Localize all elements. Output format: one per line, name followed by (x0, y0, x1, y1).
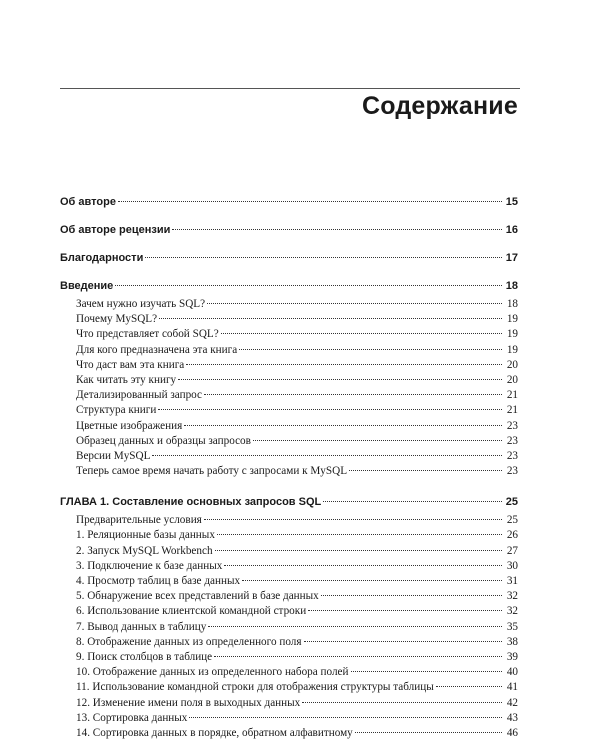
toc-entry-label: Образец данных и образцы запросов (76, 434, 251, 447)
toc-entry-label: Цветные изображения (76, 419, 183, 432)
toc-subentry[interactable] (60, 529, 518, 544)
toc-leader-dots (184, 425, 502, 426)
toc-entry-page: 19 (506, 313, 518, 326)
toc-subentry[interactable] (60, 435, 518, 450)
header-rule (60, 88, 520, 89)
toc-entry-page: 31 (506, 575, 518, 587)
toc-subentry[interactable] (60, 420, 518, 435)
toc-entry-page: 32 (506, 590, 518, 603)
table-of-contents (60, 196, 518, 742)
toc-subentry[interactable] (60, 712, 518, 727)
toc-subentry[interactable] (60, 636, 518, 651)
toc-entry-label: 11. Использование командной строки для отображения структуры таблицы (76, 681, 434, 694)
toc-entry-chapter-1[interactable] (60, 496, 518, 512)
toc-entry-label: 10. Отображение данных из определенного набора полей (76, 666, 349, 679)
toc-subentry[interactable] (60, 605, 518, 620)
toc-entry-page: 21 (506, 404, 518, 417)
toc-entry-page: 23 (506, 434, 518, 447)
toc-entry-label: 9. Поиск столбцов в таблице (76, 650, 213, 663)
toc-subentry[interactable] (60, 313, 518, 328)
toc-leader-dots (351, 671, 502, 672)
toc-leader-dots (349, 470, 502, 471)
toc-entry-label: 13. Сортировка данных (76, 711, 188, 724)
toc-entry-label: Зачем нужно изучать SQL? (76, 298, 206, 310)
toc-entry-page: 21 (506, 389, 518, 402)
toc-leader-dots (323, 501, 502, 502)
toc-entry-page: 25 (505, 496, 518, 509)
toc-leader-dots (204, 394, 502, 395)
toc-leader-dots (215, 550, 502, 551)
toc-leader-dots (186, 364, 502, 365)
toc-entry-page: 23 (506, 465, 518, 478)
toc-leader-dots (204, 519, 502, 520)
toc-entry-label: 6. Использование клиентской командной строки (76, 605, 307, 618)
toc-leader-dots (115, 285, 502, 286)
toc-leader-dots (159, 318, 502, 319)
toc-subentry[interactable] (60, 344, 518, 359)
toc-entry-page: 19 (506, 328, 518, 341)
toc-entry-label: ГЛАВА 1. Составление основных запросов SQL (60, 496, 322, 509)
toc-entry-page: 26 (506, 529, 518, 542)
toc-subentry[interactable] (60, 651, 518, 666)
toc-leader-dots (152, 455, 502, 456)
toc-entry-page: 25 (506, 514, 518, 527)
toc-entry-label: Благодарности (60, 252, 144, 264)
toc-entry-label: Детализированный запрос (76, 389, 203, 402)
toc-leader-dots (214, 656, 502, 657)
page-title: Содержание (361, 92, 518, 120)
toc-entry-page: 19 (506, 343, 518, 356)
toc-leader-dots (208, 626, 502, 627)
toc-entry-page: 38 (506, 635, 518, 648)
toc-entry-page: 23 (506, 419, 518, 432)
toc-entry-label: 3. Подключение к базе данных (76, 559, 223, 572)
toc-entry-page: 42 (506, 696, 518, 709)
toc-entry-label: Предварительные условия (76, 514, 202, 527)
toc-leader-dots (302, 702, 502, 703)
toc-entry-page: 20 (506, 373, 518, 386)
toc-entry-label: 8. Отображение данных из определенного поля (76, 635, 302, 648)
toc-subentry[interactable] (60, 465, 518, 480)
toc-entry-page: 46 (506, 726, 518, 739)
toc-subentry[interactable] (60, 590, 518, 605)
toc-entry-label: Что представляет собой SQL? (76, 328, 219, 341)
toc-entry-page: 35 (506, 620, 518, 633)
toc-leader-dots (158, 409, 502, 410)
toc-subentry[interactable] (60, 389, 518, 404)
toc-entry-label: 4. Просмотр таблиц в базе данных (76, 575, 241, 587)
toc-entry-label: 5. Обнаружение всех представлений в базе данных (76, 590, 319, 603)
toc-subentry[interactable] (60, 697, 518, 712)
toc-leader-dots (217, 534, 502, 535)
toc-entry-introduction[interactable] (60, 280, 518, 296)
toc-entry-label: Теперь самое время начать работу с запросами к MySQL (76, 465, 348, 478)
toc-entry-page: 40 (506, 666, 518, 679)
toc-subentry[interactable] (60, 404, 518, 419)
toc-entry-page: 43 (506, 711, 518, 724)
toc-subentry[interactable] (60, 514, 518, 529)
toc-leader-dots (145, 257, 502, 258)
toc-subentry[interactable] (60, 727, 518, 742)
toc-subentry[interactable] (60, 666, 518, 681)
toc-leader-dots (178, 379, 502, 380)
toc-entry-label: 12. Изменение имени поля в выходных данных (76, 696, 301, 709)
toc-entry-label: Что даст вам эта книга (76, 358, 185, 371)
toc-leader-dots (436, 686, 502, 687)
toc-leader-dots (189, 717, 502, 718)
toc-entry-label: Введение (60, 280, 114, 292)
toc-entry-page: 32 (506, 605, 518, 618)
toc-leader-dots (118, 201, 502, 202)
toc-subentry[interactable] (60, 374, 518, 389)
toc-entry-about-reviewer[interactable] (60, 224, 518, 240)
toc-entry-page: 18 (505, 280, 518, 292)
toc-subentry[interactable] (60, 575, 518, 590)
toc-subentry[interactable] (60, 545, 518, 560)
toc-entry-page: 15 (505, 196, 518, 208)
toc-subentry[interactable] (60, 560, 518, 575)
toc-entry-page: 20 (506, 358, 518, 371)
toc-leader-dots (239, 349, 502, 350)
toc-entry-page: 18 (506, 298, 518, 310)
toc-entry-label: Почему MySQL? (76, 313, 158, 326)
toc-leader-dots (304, 641, 502, 642)
toc-leader-dots (224, 565, 502, 566)
toc-leader-dots (172, 229, 502, 230)
toc-subentry[interactable] (60, 681, 518, 696)
toc-entry-label: Об авторе (60, 196, 116, 208)
toc-subentry[interactable] (60, 298, 518, 313)
toc-entry-label: 2. Запуск MySQL Workbench (76, 544, 213, 557)
toc-subentry[interactable] (60, 450, 518, 465)
toc-leader-dots (207, 303, 502, 304)
toc-entry-page: 23 (506, 449, 518, 462)
toc-leader-dots (321, 595, 502, 596)
toc-entry-label: Структура книги (76, 404, 157, 417)
toc-subentry[interactable] (60, 328, 518, 343)
toc-leader-dots (308, 610, 502, 611)
toc-entry-page: 41 (506, 681, 518, 694)
toc-leader-dots (355, 732, 502, 733)
toc-entry-page: 39 (506, 650, 518, 663)
toc-entry-page: 30 (506, 559, 518, 572)
toc-entry-label: Для кого предназначена эта книга (76, 343, 238, 356)
toc-entry-page: 16 (505, 224, 518, 236)
toc-entry-label: 14. Сортировка данных в порядке, обратном алфавитному (76, 726, 353, 739)
toc-entry-label: 7. Вывод данных в таблицу (76, 620, 207, 633)
toc-leader-dots (242, 580, 502, 581)
toc-leader-dots (221, 333, 502, 334)
toc-entry-page: 17 (505, 252, 518, 264)
toc-entry-label: 1. Реляционные базы данных (76, 529, 215, 542)
toc-entry-page: 27 (506, 544, 518, 557)
toc-leader-dots (253, 440, 502, 441)
toc-entry-label: Об авторе рецензии (60, 224, 171, 236)
toc-subentry[interactable] (60, 359, 518, 374)
toc-subentry[interactable] (60, 621, 518, 636)
toc-entry-label: Версии MySQL (76, 449, 151, 462)
toc-entry-about-author[interactable] (60, 196, 518, 212)
toc-entry-acknowledgements[interactable] (60, 252, 518, 268)
toc-entry-label: Как читать эту книгу (76, 373, 177, 386)
